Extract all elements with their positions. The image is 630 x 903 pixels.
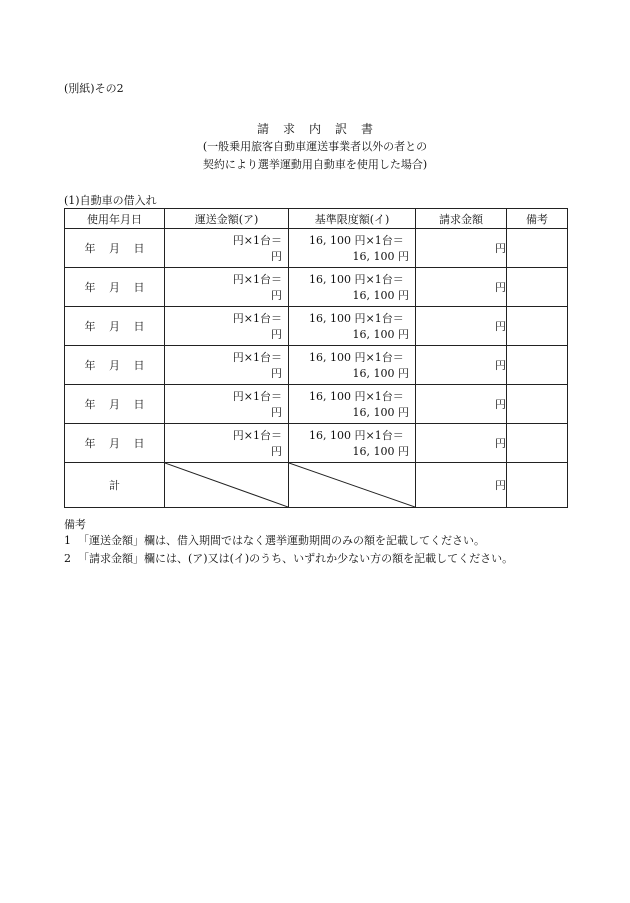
use-date-cell[interactable]: 年 月 日 — [65, 229, 165, 268]
total-remarks-cell[interactable] — [507, 463, 568, 508]
claim-amount-cell[interactable]: 円 — [416, 268, 507, 307]
transport-unit-text: 円×1台＝ — [232, 312, 282, 325]
remarks-cell[interactable] — [507, 424, 568, 463]
limit-amount-cell — [289, 346, 416, 385]
note-number: 2 — [64, 552, 71, 565]
use-date-cell[interactable]: 年 月 日 — [65, 385, 165, 424]
document-title: 請求内訳書 — [256, 122, 387, 136]
limit-amount-cell — [289, 229, 416, 268]
diagonal-strike-line — [165, 463, 288, 507]
claim-amount-cell[interactable]: 円 — [416, 424, 507, 463]
document-subtitle-line1: (一般乗用旅客自動車運送事業者以外の者との — [202, 140, 428, 153]
note-text: 「請求金額」欄には、(ア)又は(イ)のうち、いずれか少ない方の額を記載してください。 — [78, 552, 514, 565]
transport-unit-text: 円×1台＝ — [232, 390, 282, 403]
claim-amount-cell[interactable]: 円 — [416, 385, 507, 424]
header-transport-amount: 運送金額(ア) — [165, 209, 289, 229]
use-date-cell[interactable]: 年 月 日 — [65, 307, 165, 346]
limit-result-text: 16, 100 円 — [352, 406, 409, 419]
claim-amount-cell[interactable]: 円 — [416, 229, 507, 268]
header-limit-amount: 基準限度額(イ) — [289, 209, 416, 229]
header-use-date: 使用年月日 — [65, 209, 165, 229]
use-date-cell[interactable]: 年 月 日 — [65, 346, 165, 385]
limit-formula-text: 16, 100 円×1台＝ — [309, 429, 404, 442]
table-row — [65, 268, 568, 307]
limit-amount-cell — [289, 307, 416, 346]
note-number: 1 — [64, 534, 71, 547]
limit-formula-text: 16, 100 円×1台＝ — [309, 390, 404, 403]
statement-table — [64, 208, 568, 508]
remarks-cell[interactable] — [507, 229, 568, 268]
use-date-cell[interactable]: 年 月 日 — [65, 268, 165, 307]
table-header-row — [65, 209, 568, 229]
remarks-note — [64, 550, 513, 566]
claim-amount-cell[interactable]: 円 — [416, 346, 507, 385]
transport-yen-text: 円 — [271, 445, 282, 458]
header-claim-amount: 請求金額 — [416, 209, 507, 229]
remarks-cell[interactable] — [507, 385, 568, 424]
transport-amount-cell[interactable] — [165, 346, 289, 385]
diagonal-strike-line — [289, 463, 415, 507]
limit-amount-cell — [289, 424, 416, 463]
remarks-note — [64, 532, 485, 548]
table-row — [65, 307, 568, 346]
table-row — [65, 229, 568, 268]
header-remarks: 備考 — [507, 209, 568, 229]
limit-formula-text: 16, 100 円×1台＝ — [309, 351, 404, 364]
total-label-cell: 計 — [65, 463, 165, 508]
document-subtitle-line2: 契約により選挙運動用自動車を使用した場合) — [202, 158, 428, 171]
limit-result-text: 16, 100 円 — [352, 328, 409, 341]
document-title-wrap — [0, 120, 630, 137]
limit-result-text: 16, 100 円 — [352, 250, 409, 263]
total-limit-crossed-cell — [289, 463, 416, 508]
transport-yen-text: 円 — [271, 328, 282, 341]
transport-unit-text: 円×1台＝ — [232, 234, 282, 247]
table-row — [65, 385, 568, 424]
limit-formula-text: 16, 100 円×1台＝ — [309, 273, 404, 286]
transport-yen-text: 円 — [271, 250, 282, 263]
transport-yen-text: 円 — [271, 367, 282, 380]
limit-amount-cell — [289, 385, 416, 424]
transport-unit-text: 円×1台＝ — [232, 429, 282, 442]
transport-amount-cell[interactable] — [165, 229, 289, 268]
limit-result-text: 16, 100 円 — [352, 367, 409, 380]
total-row — [65, 463, 568, 508]
limit-result-text: 16, 100 円 — [352, 445, 409, 458]
transport-amount-cell[interactable] — [165, 424, 289, 463]
remarks-cell[interactable] — [507, 268, 568, 307]
transport-amount-cell[interactable] — [165, 385, 289, 424]
table-row — [65, 424, 568, 463]
transport-yen-text: 円 — [271, 289, 282, 302]
section-label: (1)自動車の借入れ — [64, 194, 157, 207]
note-text: 「運送金額」欄は、借入期間ではなく選挙運動期間のみの額を記載してください。 — [78, 534, 485, 547]
document-reference-label: (別紙)その2 — [64, 82, 124, 95]
remarks-heading: 備考 — [64, 518, 86, 531]
transport-yen-text: 円 — [271, 406, 282, 419]
claim-amount-cell[interactable]: 円 — [416, 307, 507, 346]
total-transport-crossed-cell — [165, 463, 289, 508]
transport-amount-cell[interactable] — [165, 307, 289, 346]
transport-amount-cell[interactable] — [165, 268, 289, 307]
transport-unit-text: 円×1台＝ — [232, 351, 282, 364]
use-date-cell[interactable]: 年 月 日 — [65, 424, 165, 463]
limit-result-text: 16, 100 円 — [352, 289, 409, 302]
limit-amount-cell — [289, 268, 416, 307]
transport-unit-text: 円×1台＝ — [232, 273, 282, 286]
total-claim-amount-cell[interactable]: 円 — [416, 463, 507, 508]
remarks-cell[interactable] — [507, 346, 568, 385]
table-row — [65, 346, 568, 385]
limit-formula-text: 16, 100 円×1台＝ — [309, 234, 404, 247]
remarks-cell[interactable] — [507, 307, 568, 346]
limit-formula-text: 16, 100 円×1台＝ — [309, 312, 404, 325]
